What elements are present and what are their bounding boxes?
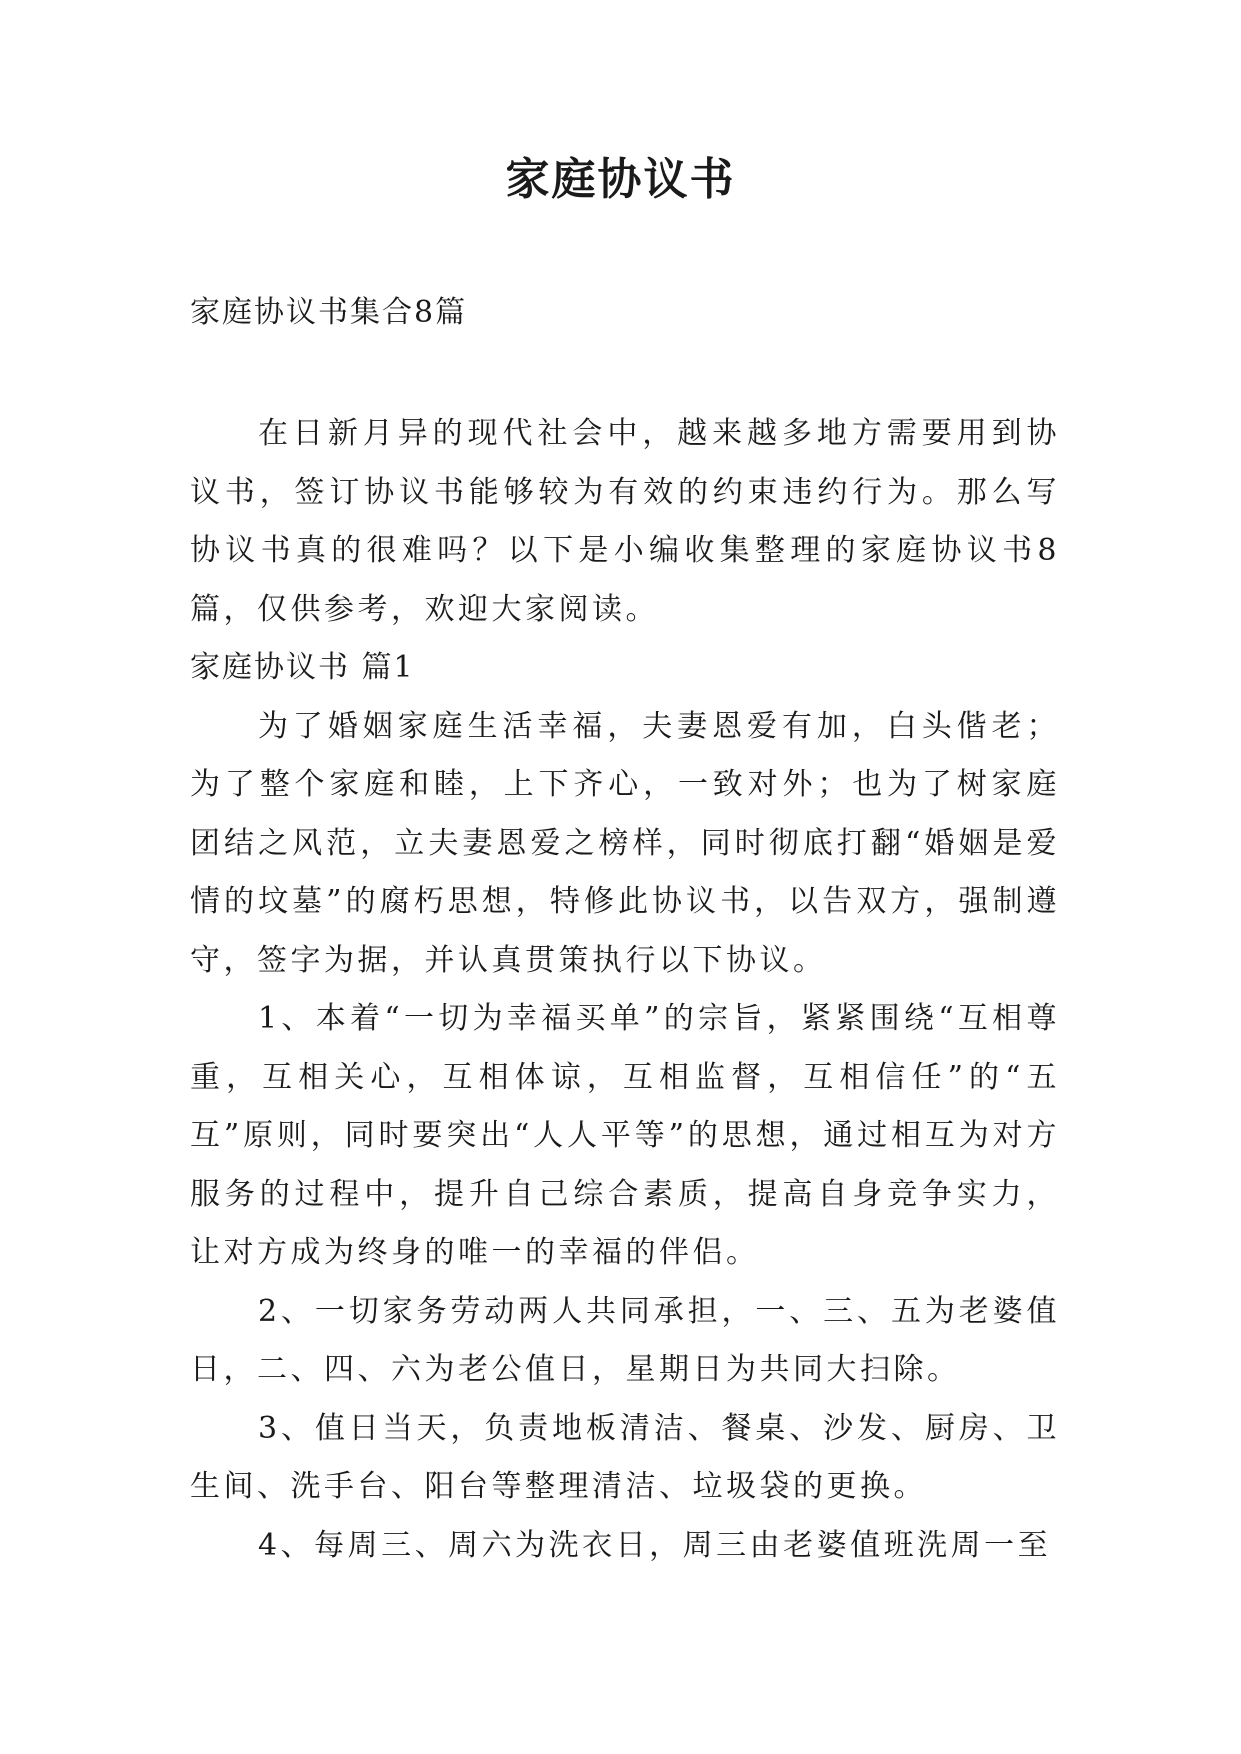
clause-1-paragraph: 1、本着“一切为幸福买单”的宗旨，紧紧围绕“互相尊重，互相关心，互相体谅，互相监督，互相信任”的“五互”原则，同时要突出“人人平等”的思想，通过相互为对方服务的过程中，提升自己综合素质，提高自身竞争实力，让对方成为终身的唯一的幸福的伴侣。 [190,1001,1060,1270]
document-title: 家庭协议书 [505,154,736,205]
document-body [190,405,1060,1575]
document-subtitle: 家庭协议书集合8篇 [190,295,468,330]
section-heading-1: 家庭协议书 篇1 [190,650,415,685]
intro-paragraph: 在日新月异的现代社会中，越来越多地方需要用到协议书，签订协议书能够较为有效的约束违约行为。那么写协议书真的很难吗？以下是小编收集整理的家庭协议书8篇，仅供参考，欢迎大家阅读。 [190,416,1060,627]
clause-2-paragraph: 2、一切家务劳动两人共同承担，一、三、五为老婆值日，二、四、六为老公值日，星期日为共同大扫除。 [190,1293,1060,1387]
preamble-paragraph: 为了婚姻家庭生活幸福，夫妻恩爱有加，白头偕老；为了整个家庭和睦，上下齐心，一致对外；也为了树家庭团结之风范，立夫妻恩爱之榜样，同时彻底打翻“婚姻是爱情的坟墓”的腐朽思想，特修此协议书，以告双方，强制遵守，签字为据，并认真贯策执行以下协议。 [190,708,1060,978]
clause-4-paragraph: 4、每周三、周六为洗衣日，周三由老婆值班洗周一至 [258,1527,1052,1563]
clause-3-paragraph: 3、值日当天，负责地板清洁、餐桌、沙发、厨房、卫生间、洗手台、阳台等整理清洁、垃圾袋的更换。 [190,1410,1060,1504]
